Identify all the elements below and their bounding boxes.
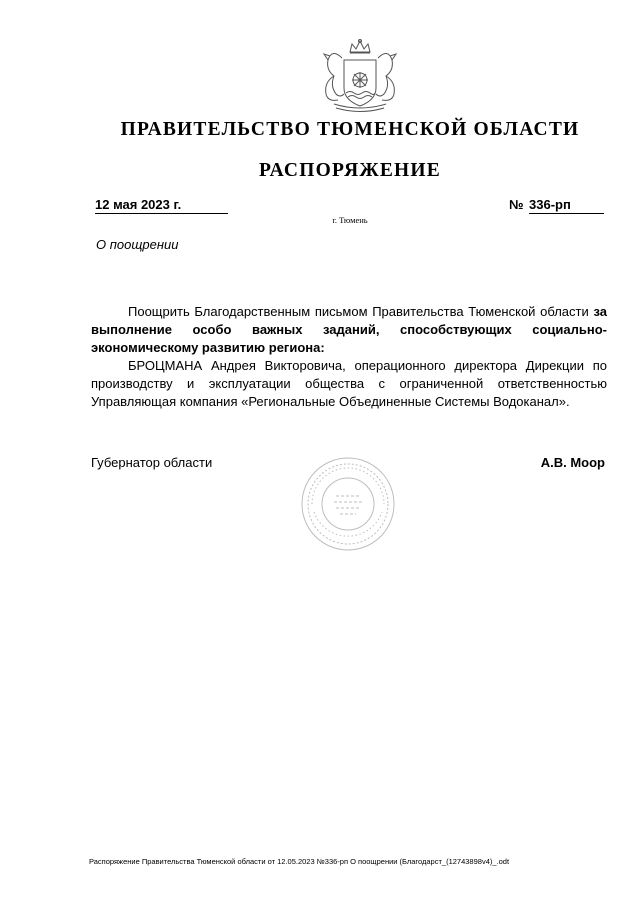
body-paragraph-1: [91, 303, 607, 357]
document-number: 336-рп: [529, 197, 604, 214]
body-paragraph-1-text: Поощрить Благодарственным письмом Правительства Тюменской области: [128, 304, 589, 319]
document-type-title: РАСПОРЯЖЕНИЕ: [259, 160, 441, 181]
signatory-name: А.В. Моор: [540, 455, 605, 470]
document-date: 12 мая 2023 г.: [95, 197, 228, 214]
signatory-title: Губернатор области: [91, 455, 213, 470]
organization-title: ПРАВИТЕЛЬСТВО ТЮМЕНСКОЙ ОБЛАСТИ: [120, 119, 580, 140]
body-paragraph-1-bold: за выполнение особо важных заданий, способствующих социально-экономическому развитию региона:: [91, 304, 607, 355]
coat-of-arms-icon: [312, 38, 408, 114]
document-subject: О поощрении: [96, 237, 179, 252]
document-city: г. Тюмень: [332, 215, 368, 225]
seal-stamp-icon: [300, 456, 396, 552]
body-paragraph-2: БРОЦМАНА Андрея Викторовича, операционного директора Дирекции по производству и эксплуатации общества с ограниченной ответственностью Управляющая компания «Региональные Объединенные Системы Водоканал».: [91, 358, 607, 409]
number-sign: №: [509, 197, 524, 212]
footer-file-reference: Распоряжение Правительства Тюменской области от 12.05.2023 №336-рп О поощрении (Благодарст_(12743898v4)_.odt: [89, 857, 510, 866]
